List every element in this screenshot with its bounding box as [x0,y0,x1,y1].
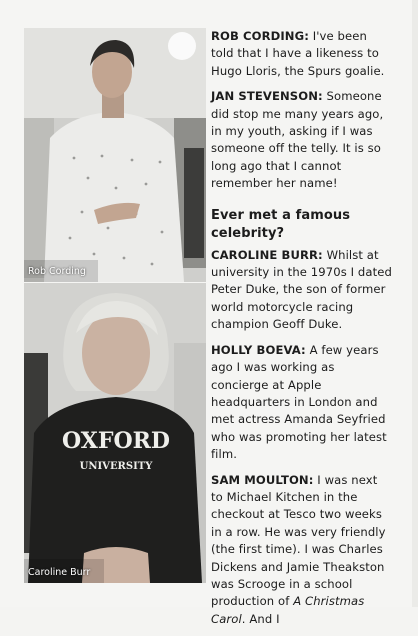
quote-text: A few years ago I was working as concierge at Apple headquarters in London and met actress Amanda Seyfried who was promoting her latest film. [211,342,387,462]
speaker-name: ROB CORDING: [211,29,309,43]
quote-rob-cording [211,28,392,80]
quote-text: Someone did stop me many years ago, in my youth, asking if I was someone off the telly. It is so long ago that I cannot remember her name! [211,89,384,191]
quote-title-italic: A Christmas Carol [211,594,365,626]
sweatshirt-word-1: OXFORD [62,428,170,454]
quote-holly-boeva [211,342,392,464]
page-edge [412,0,418,607]
quote-text: I was next to Michael Kitchen in the checkout at Tesco two weeks in a row. He was very friendly (the first time). I was Charles Dickens and Jamie Theakston was Scrooge in a school production of [211,472,386,609]
article-column [211,28,392,636]
photo-caption: Caroline Burr [28,567,91,578]
speaker-name: SAM MOULTON: [211,472,314,487]
quote-jan-stevenson [211,88,392,192]
photo-rob-cording [24,28,206,282]
photo-caroline-burr [24,283,206,583]
quote-text: I've been told that I have a likeness to Hugo Lloris, the Spurs goalie. [211,29,385,78]
photo-caption: Rob Cording [28,266,86,277]
section-heading: Ever met a famous celebrity? [211,207,351,241]
speaker-name: JAN STEVENSON: [211,89,323,104]
speaker-name: CAROLINE BURR: [211,247,323,262]
quote-caroline-burr [211,247,392,334]
quote-text: Whilst at university in the 1970s I dated Peter Duke, the son of former world motorcycle racing champion Geoff Duke. [211,247,392,332]
quote-sam-moulton [211,472,392,629]
quote-text-tail: . And I [241,611,280,626]
speaker-name: HOLLY BOEVA: [211,342,306,357]
sweatshirt-word-2: UNIVERSITY [79,461,153,472]
